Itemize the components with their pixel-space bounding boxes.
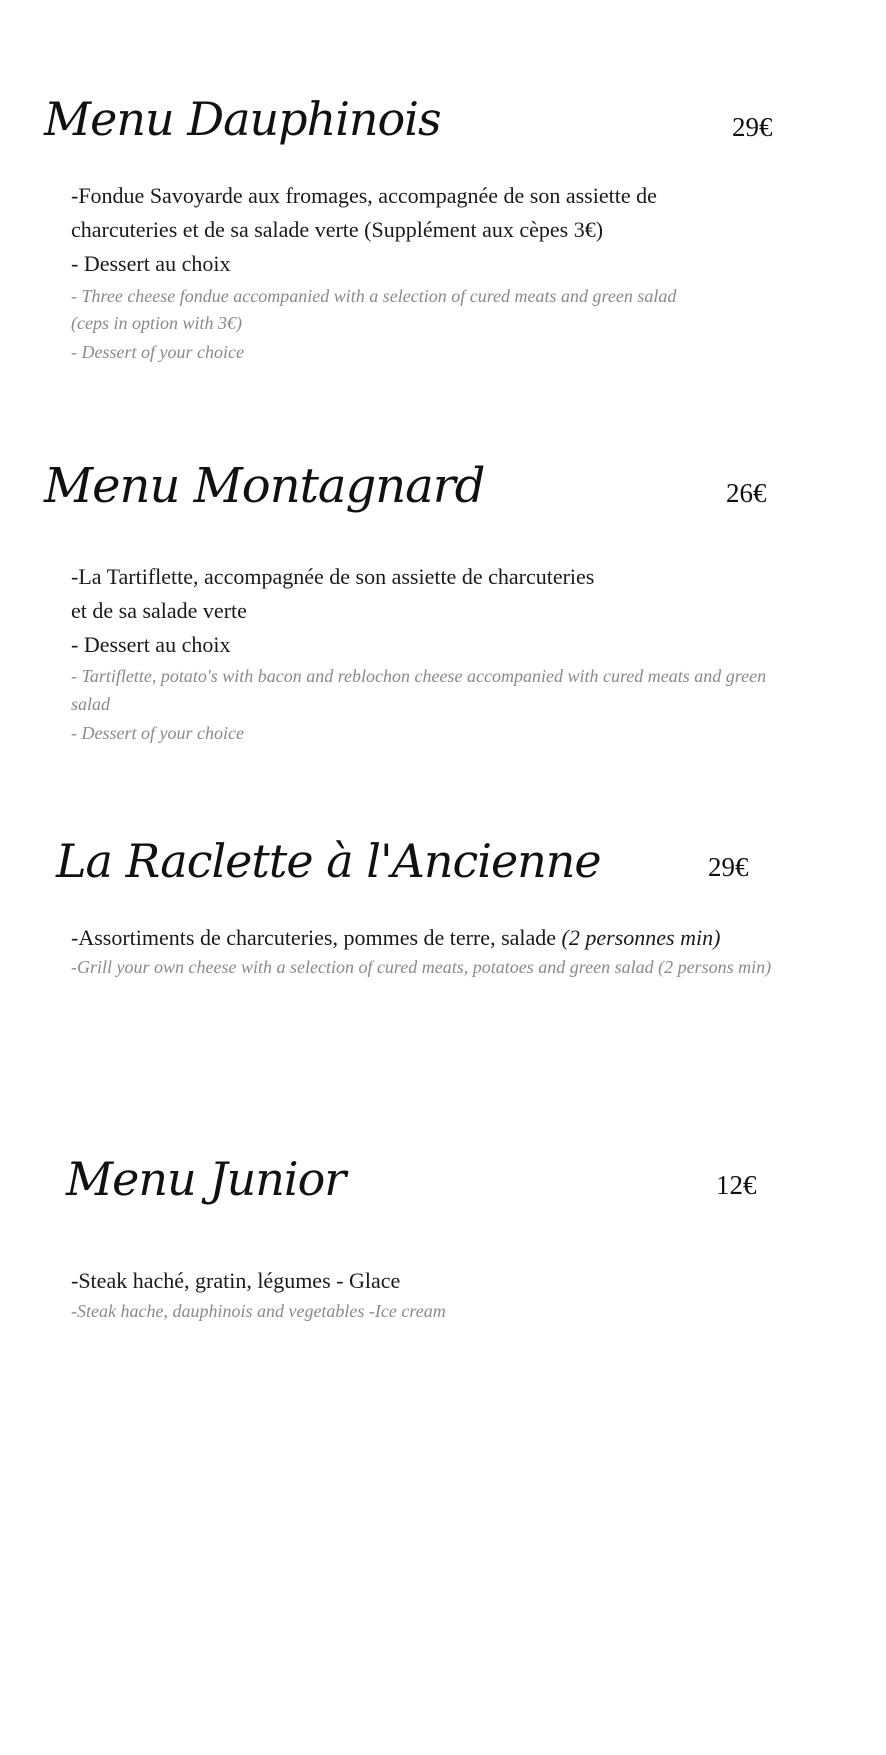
dish-description-en: salad	[71, 694, 111, 714]
dish-description-fr: -Fondue Savoyarde aux fromages, accompagnée de son assiette de	[71, 183, 657, 208]
dish-description-en: - Tartiflette, potato's with bacon and reblochon cheese accompanied with cured meats and green	[71, 666, 767, 686]
dish-description-en: -Grill your own cheese with a selection of cured meats, potatoes and green salad (2 persons min)	[71, 957, 772, 977]
section-price: 29€	[708, 852, 749, 882]
dish-description-en: -Steak hache, dauphinois and vegetables -Ice cream	[71, 1301, 446, 1321]
section-price: 12€	[716, 1170, 757, 1200]
dish-serving-note: (2 personnes min)	[561, 925, 721, 950]
dish-description-fr: -La Tartiflette, accompagnée de son assiette de charcuteries	[71, 564, 595, 589]
dish-description-en: - Dessert of your choice	[71, 723, 244, 743]
section-title: La Raclette à l'Ancienne	[56, 834, 601, 888]
dish-description-en: - Three cheese fondue accompanied with a selection of cured meats and green salad	[71, 286, 677, 306]
section-price: 26€	[726, 478, 767, 508]
section-price: 29€	[732, 112, 773, 142]
dish-description-en: (ceps in option with 3€)	[71, 313, 242, 333]
dish-description-en: - Dessert of your choice	[71, 342, 244, 362]
dish-description-fr: - Dessert au choix	[71, 632, 231, 657]
section-title: Menu Montagnard	[44, 458, 485, 514]
dish-description-fr	[71, 927, 720, 949]
section-title: Menu Junior	[66, 1152, 346, 1206]
dish-description-main: -Assortiments de charcuteries, pommes de terre, salade	[71, 925, 557, 950]
section-title: Menu Dauphinois	[44, 92, 441, 146]
dish-description-fr: et de sa salade verte	[71, 598, 247, 623]
dish-description-fr: -Steak haché, gratin, légumes - Glace	[71, 1268, 401, 1293]
dish-description-fr: - Dessert au choix	[71, 251, 231, 276]
dish-description-fr: charcuteries et de sa salade verte (Supplément aux cèpes 3€)	[71, 217, 604, 242]
